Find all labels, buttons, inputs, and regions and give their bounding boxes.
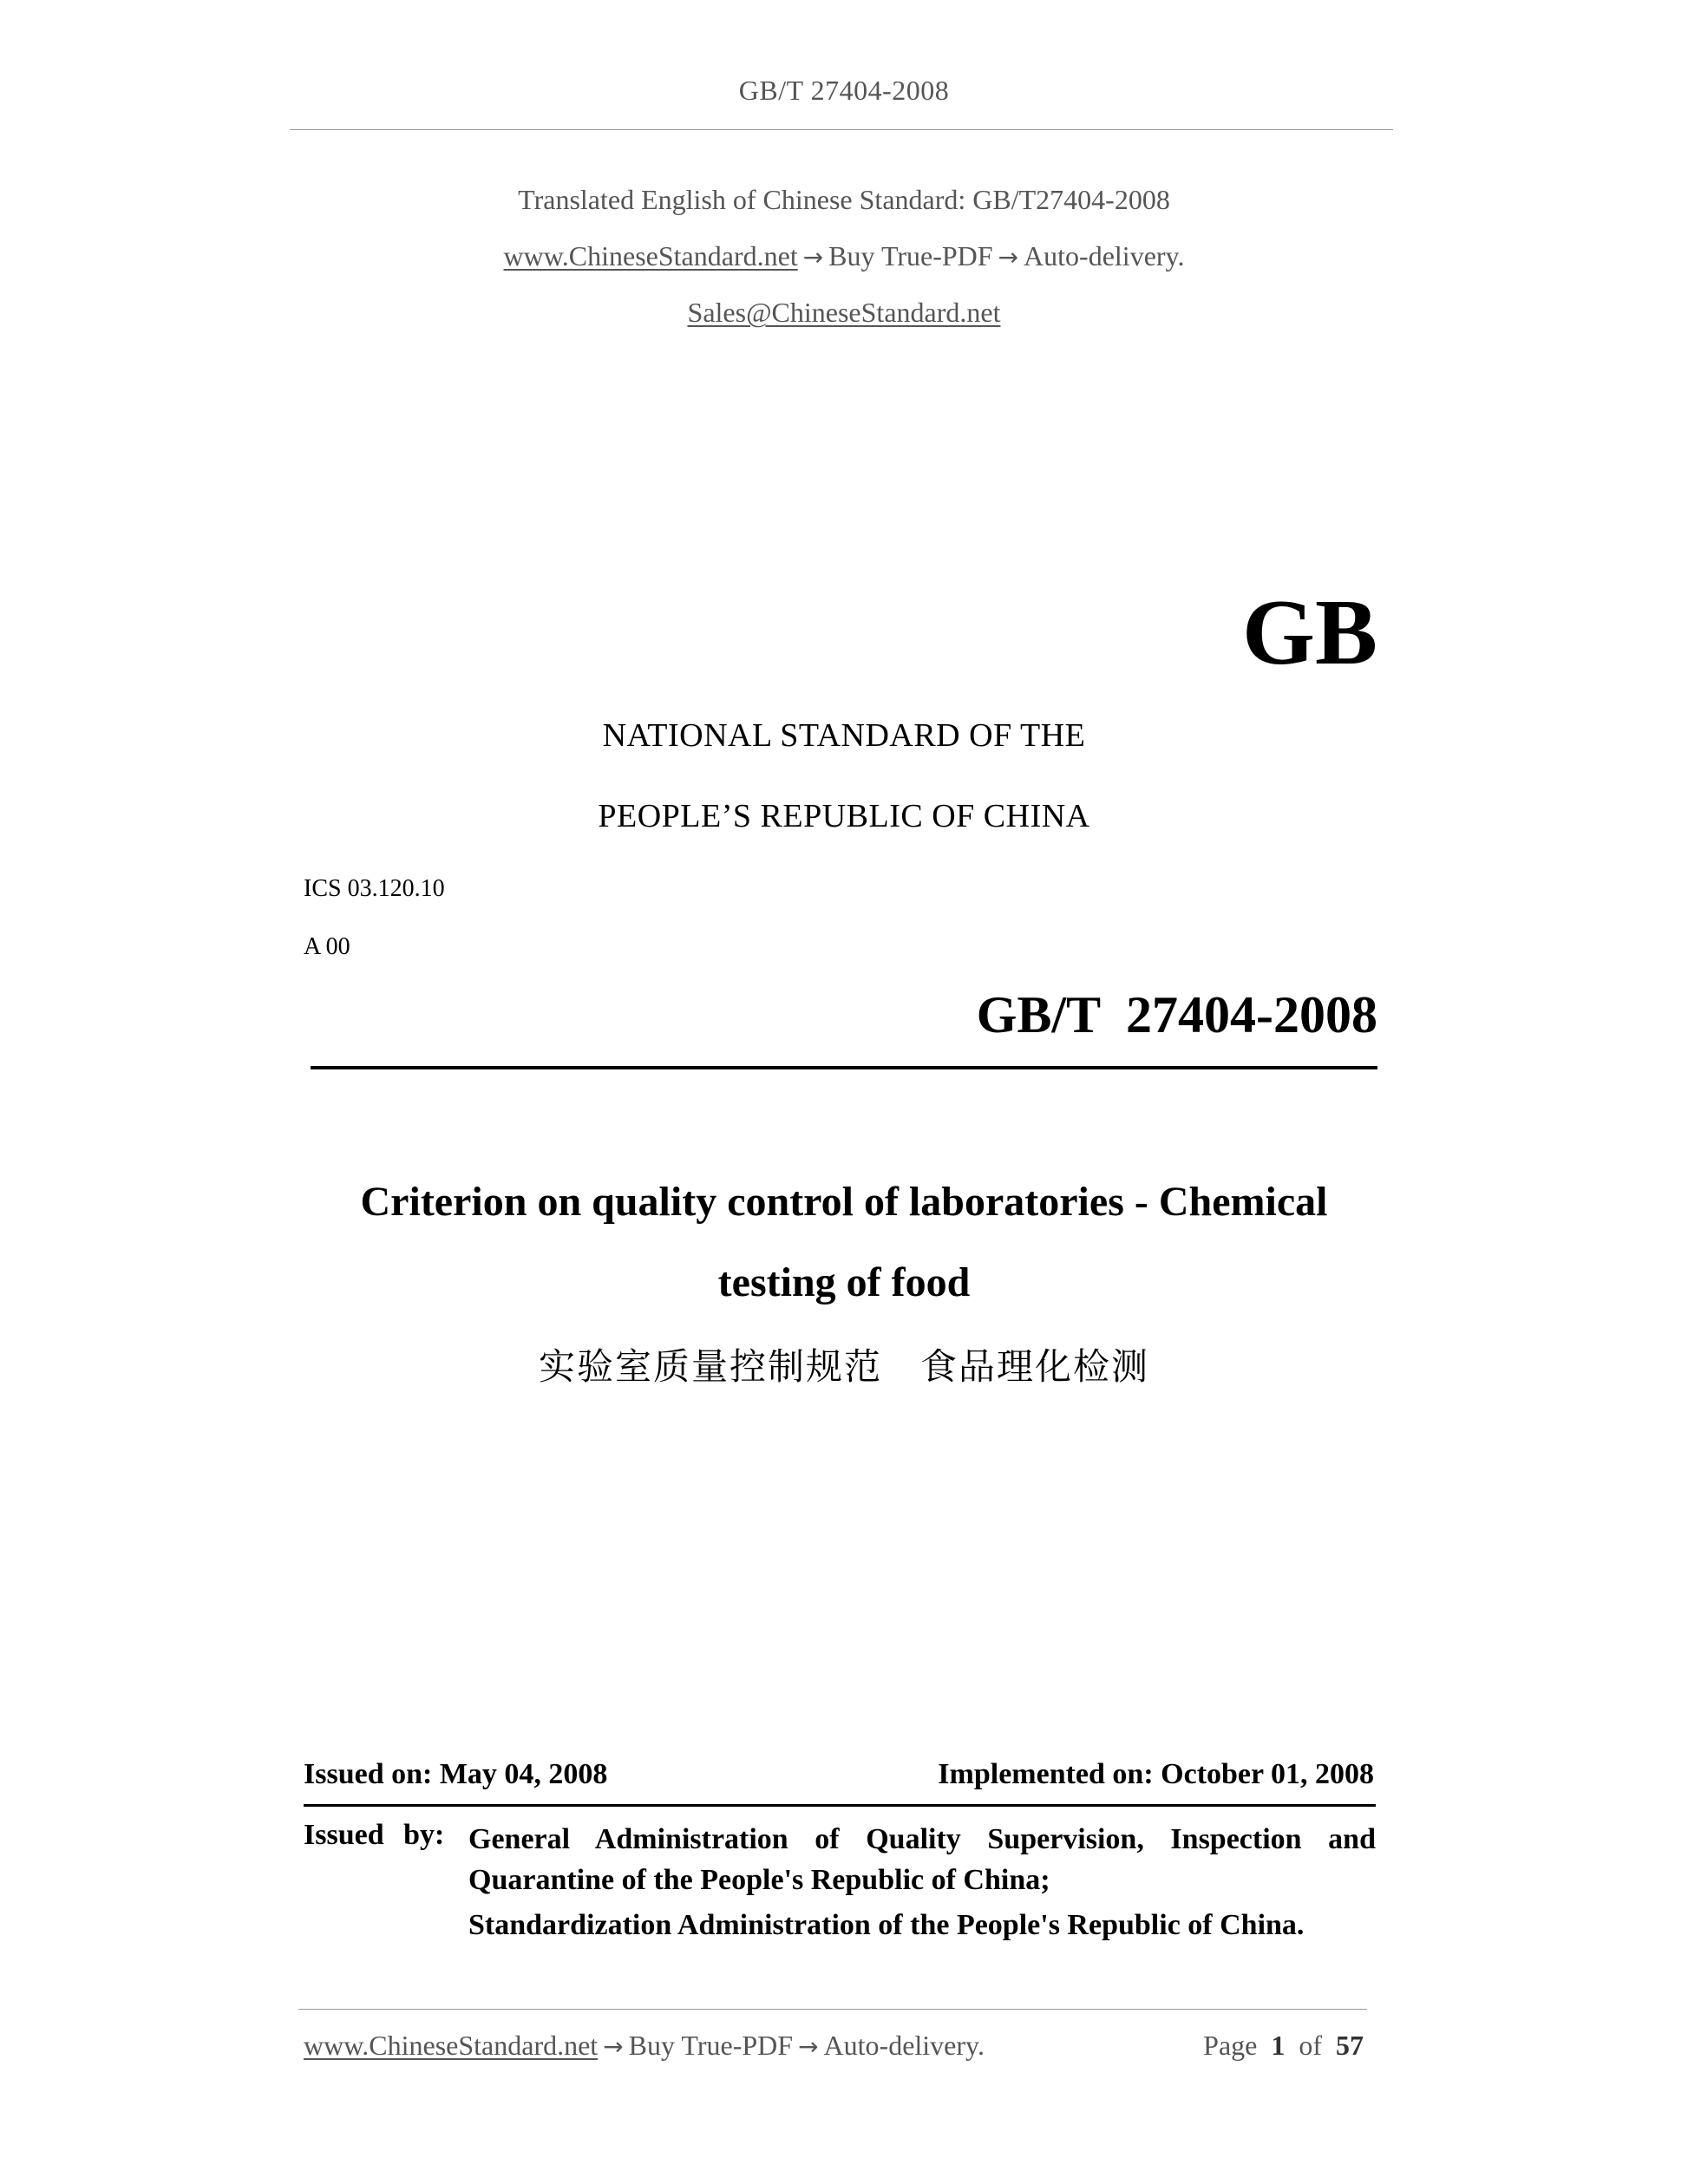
arrow-right-icon: → — [798, 2032, 819, 2061]
footer-purchase-line — [304, 2030, 985, 2062]
issued-on-date: Issued on: May 04, 2008 — [304, 1758, 608, 1790]
footer-buy-pdf-text: Buy True-PDF — [628, 2030, 794, 2061]
implemented-on-date: Implemented on: October 01, 2008 — [938, 1758, 1374, 1790]
page-total: 57 — [1336, 2030, 1364, 2061]
footer-divider — [298, 2009, 1367, 2010]
auto-delivery-text: Auto-delivery. — [1024, 240, 1185, 271]
arrow-right-icon: → — [802, 243, 824, 271]
page-of-label: of — [1299, 2030, 1322, 2061]
header-divider — [290, 129, 1393, 130]
gb-mark: GB — [1241, 581, 1377, 684]
national-standard-line2: PEOPLE’S REPUBLIC OF CHINA — [598, 798, 1090, 834]
running-header: GB/T 27404-2008 — [738, 75, 950, 106]
issued-by-label: Issued by: — [304, 1819, 445, 1851]
page-label: Page — [1203, 2030, 1258, 2061]
title-chinese: 实验室质量控制规范 食品理化检测 — [538, 1345, 1149, 1388]
issuer-aqsiq: General Administration of Quality Supervision, Inspection and Quarantine of the People's Republic of China; — [468, 1823, 1376, 1896]
title-english-line1: Criterion on quality control of laboratories - Chemical — [360, 1179, 1328, 1225]
arrow-right-icon: → — [998, 243, 1019, 271]
ccs-code: A 00 — [304, 933, 350, 960]
page-current: 1 — [1271, 2030, 1286, 2061]
standard-number-rule — [311, 1066, 1377, 1069]
buy-pdf-text: Buy True-PDF — [828, 240, 993, 271]
translation-notice: Translated English of Chinese Standard: GB/T27404-2008 — [518, 184, 1170, 215]
title-english-line2: testing of food — [717, 1259, 971, 1305]
issuer-sac: Standardization Administration of the People's Republic of China. — [468, 1909, 1305, 1941]
purchase-line — [0, 240, 1688, 272]
dates-rule — [304, 1804, 1376, 1807]
arrow-right-icon: → — [603, 2032, 624, 2061]
ics-code: ICS 03.120.10 — [304, 875, 445, 902]
standard-number: GB/T 27404-2008 — [976, 986, 1377, 1043]
footer-auto-delivery-text: Auto-delivery. — [823, 2030, 985, 2061]
footer-website-link[interactable]: www.ChineseStandard.net — [304, 2030, 599, 2061]
sales-email-link[interactable]: Sales@ChineseStandard.net — [687, 297, 1001, 328]
email-line — [0, 297, 1688, 329]
website-link[interactable]: www.ChineseStandard.net — [503, 240, 798, 271]
national-standard-line1: NATIONAL STANDARD OF THE — [602, 717, 1086, 754]
page-indicator — [1203, 2030, 1364, 2062]
